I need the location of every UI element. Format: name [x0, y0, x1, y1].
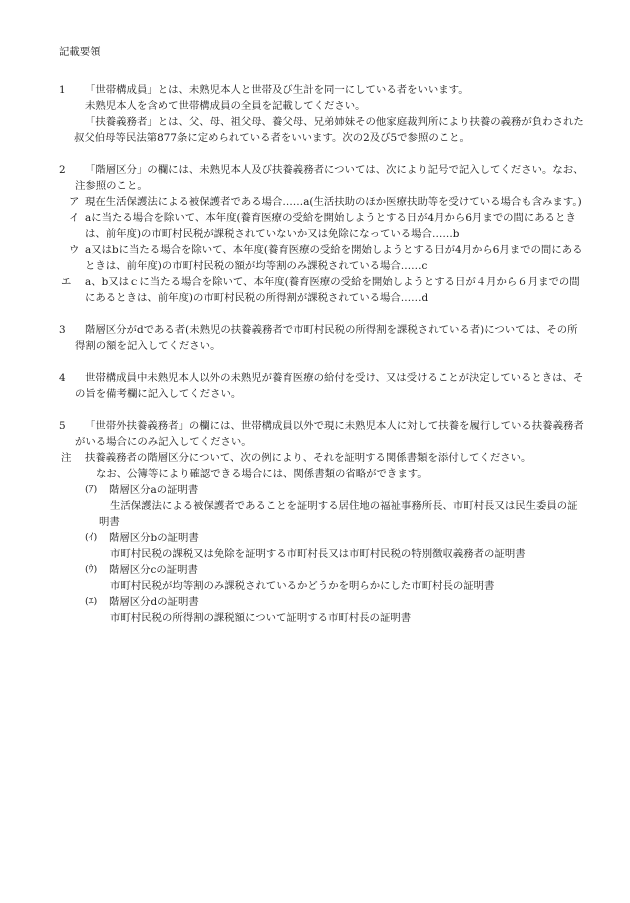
section-3-paragraph-1: [59, 322, 586, 354]
example-title: [59, 530, 586, 546]
item-text: aに当たる場合を除いて、本年度(養育医療の受給を開始しようとする日が4月から6月までの間にあるときは、前年度)の市町村民税が課税されていないか又は免除になっている場合……b: [85, 212, 576, 240]
paragraph-text: 「階層区分」の欄には、未熟児本人及び扶養義務者については、次により記号で記入してください。なお、注参照のこと。: [75, 164, 584, 192]
section-3: [59, 322, 586, 354]
example-marker: (ｲ): [85, 532, 98, 543]
item-marker: イ: [69, 212, 80, 224]
example-title-text: 階層区分dの証明書: [109, 596, 199, 608]
example-title-text: 階層区分cの証明書: [109, 564, 198, 576]
item-text: 現在生活保護法による被保護者である場合……a(生活扶助のほか医療扶助等を受けている場合も含みます。): [85, 196, 582, 208]
example-body: 市町村民税の課税又は免除を証明する市町村長又は市町村民税の特別徴収義務者の証明書: [110, 548, 526, 560]
note-text: 扶養義務者の階層区分について、次の例により、それを証明する関係書類を添付してください。: [85, 452, 532, 464]
section-1-paragraph-1: [59, 82, 586, 98]
document-heading: 記載要領: [59, 46, 101, 58]
example-b: [59, 530, 586, 562]
example-c: [59, 562, 586, 594]
section-number: 5: [59, 420, 66, 432]
section-2-paragraph-1: [59, 162, 586, 194]
item-marker: ウ: [69, 244, 80, 256]
section-4: [59, 370, 586, 402]
section-2-item-b: [59, 210, 586, 242]
example-title: [59, 594, 586, 610]
item-marker: エ: [61, 276, 72, 288]
example-title: [59, 562, 586, 578]
example-d: [59, 594, 586, 626]
item-marker: ア: [69, 196, 80, 208]
example-marker: (ｱ): [85, 484, 98, 495]
example-body: 生活保護法による被保護者であることを証明する居住地の福祉事務所長、市町村長又は民生委員の証明書: [99, 500, 578, 528]
item-text: a又はbに当たる場合を除いて、本年度(養育医療の受給を開始しようとする日が4月から6月までの間にあるときは、前年度)の市町村民税の額が均等割のみ課税されている場合……c: [85, 244, 583, 272]
section-5: [59, 418, 586, 626]
example-title-text: 階層区分bの証明書: [109, 532, 199, 544]
section-1-paragraph-3: 「扶養義務者」とは、父、母、祖父母、養父母、兄弟姉妹その他家庭裁判所により扶養の義務が負わされた叔父伯母等民法第877条に定められている者をいいます。次の2及び5で参照のこと。: [74, 116, 584, 144]
section-number: 3: [59, 324, 66, 336]
example-title: [59, 482, 586, 498]
section-2-item-c: [59, 242, 586, 274]
section-5-note-continuation: なお、公簿等により確認できる場合には、関係書類の省略ができます。: [96, 468, 428, 480]
section-1-paragraph-2: 未熟児本人を含めて世帯構成員の全員を記載してください。: [85, 100, 366, 112]
example-marker: (ｳ): [85, 564, 98, 575]
section-number: 2: [59, 164, 66, 176]
section-4-paragraph-1: [59, 370, 586, 402]
section-1: [59, 82, 586, 146]
item-text: a、b又はｃに当たる場合を除いて、本年度(養育医療の受給を開始しようとする日が４月から６月までの間にあるときは、前年度)の市町村民税の所得割が課税されている場合……d: [85, 276, 580, 304]
section-number: 1: [59, 84, 66, 96]
section-5-paragraph-1: [59, 418, 586, 450]
example-body: 市町村民税の所得割の課税額について証明する市町村長の証明書: [110, 612, 412, 624]
example-title-text: 階層区分aの証明書: [109, 484, 199, 496]
example-marker: (ｴ): [85, 596, 98, 607]
section-2-item-a: [59, 194, 586, 210]
note-marker: 注: [61, 452, 72, 464]
section-5-note: [59, 450, 586, 466]
example-body: 市町村民税が均等割のみ課税されているかどうかを明らかにした市町村長の証明書: [110, 580, 495, 592]
section-2: [59, 162, 586, 306]
paragraph-text: 「世帯構成員」とは、未熟児本人と世帯及び生計を同一にしている者をいいます。: [85, 84, 469, 96]
paragraph-text: 「世帯外扶養義務者」の欄には、世帯構成員以外で現に未熟児本人に対して扶養を履行している扶養義務者がいる場合にのみ記入してください。: [75, 420, 584, 448]
example-a: [59, 482, 586, 530]
section-2-item-d: [59, 274, 586, 306]
paragraph-text: 世帯構成員中未熟児本人以外の未熟児が養育医療の給付を受け、又は受けることが決定しているときは、その旨を備考欄に記入してください。: [75, 372, 584, 400]
paragraph-text: 階層区分がdである者(未熟児の扶養義務者で市町村民税の所得割を課税されている者)については、その所得割の額を記入してください。: [75, 324, 578, 352]
section-number: 4: [59, 372, 66, 384]
